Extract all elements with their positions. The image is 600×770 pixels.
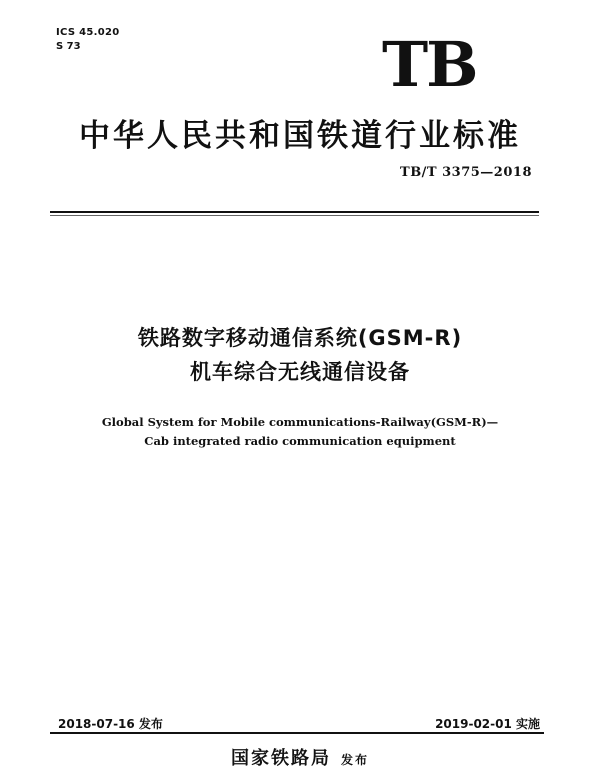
bottom-divider (50, 732, 544, 734)
org-title: 中华人民共和国铁道行业标准 (79, 118, 521, 154)
standard-code: TB/T 3375—2018 (400, 165, 532, 180)
top-divider-thin (50, 215, 539, 216)
implement-date: 2019-02-01 实施 (435, 717, 540, 731)
issuer-name: 国家铁路局 (230, 748, 331, 769)
title-zh-line1: 铁路数字移动通信系统(GSM-R) (137, 326, 463, 350)
title-zh-line2: 机车综合无线通信设备 (190, 360, 410, 384)
ics-code: ICS 45.020 (56, 27, 120, 38)
issuer-block (0, 744, 600, 770)
tb-logo: TB (382, 28, 477, 101)
title-en-line1: Global System for Mobile communications-Railway(GSM-R)— (101, 415, 499, 429)
ccs-code: S 73 (56, 41, 81, 52)
issuer-suffix: 发布 (340, 753, 369, 767)
title-en-line2: Cab integrated radio communication equipment (144, 434, 456, 448)
top-divider (50, 211, 539, 213)
issue-date: 2018-07-16 发布 (58, 717, 163, 731)
